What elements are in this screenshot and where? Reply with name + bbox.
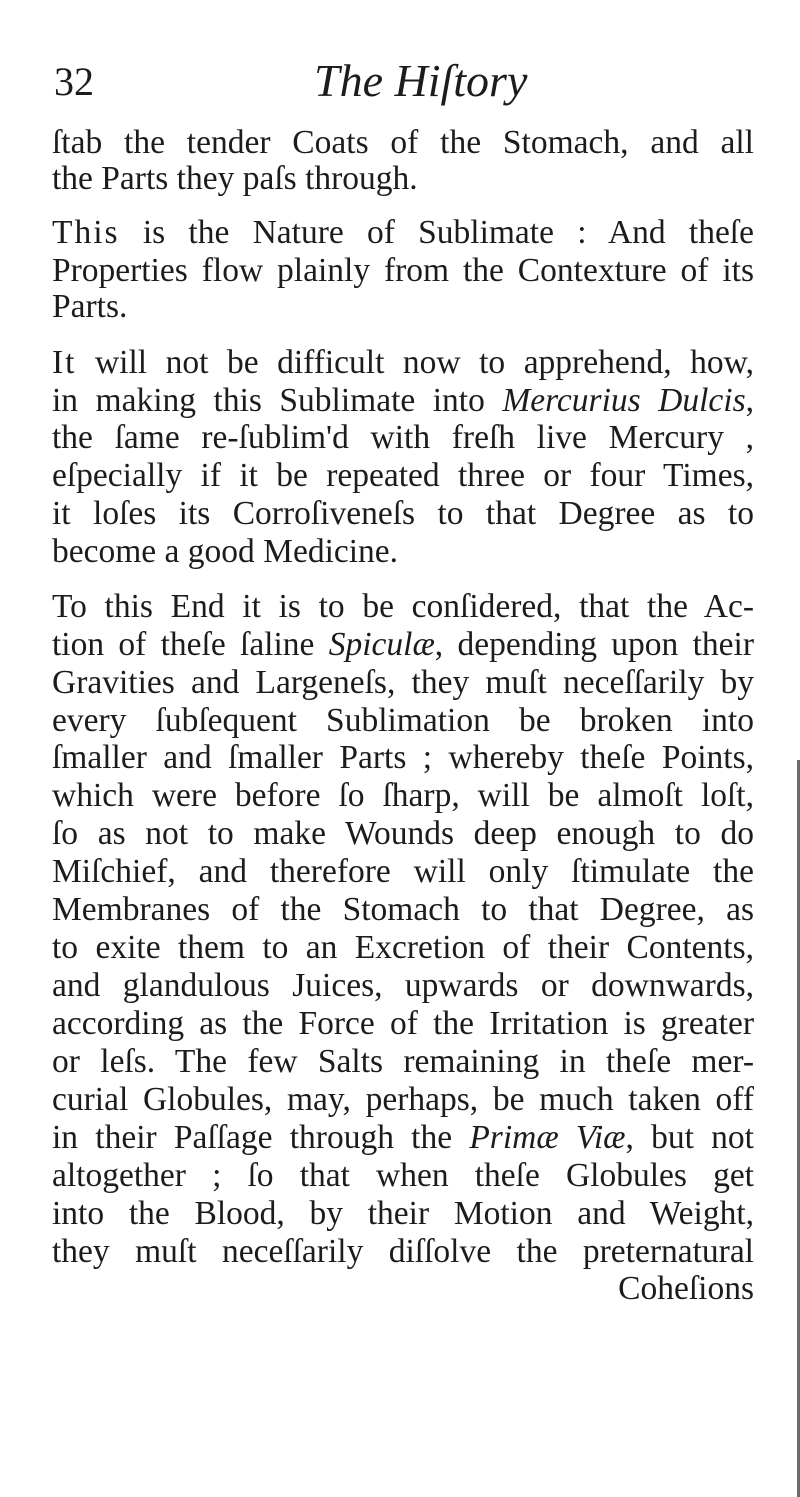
text-line: Miſchief, and therefore will only ſtimulate the xyxy=(52,853,754,890)
text-line: ſo as not to make Wounds deep enough to do xyxy=(52,815,754,852)
text-line: Parts. xyxy=(52,288,128,325)
text-line: they muſt neceſſarily diſſolve the preternatural xyxy=(52,1233,754,1270)
page-header xyxy=(52,55,752,118)
text-line: become a good Medicine. xyxy=(52,533,399,570)
italic-term: Primæ Viæ xyxy=(469,1119,626,1156)
running-head: The Hiſtory xyxy=(314,55,528,106)
text-line: To this End it is to be conſidered, that the Ac- xyxy=(52,588,754,625)
text-line: into the Blood, by their Motion and Weight, xyxy=(52,1195,754,1232)
text-line: Properties flow plainly from the Contexture of its xyxy=(52,252,754,289)
text-line: and glandulous Juices, upwards or downwards, xyxy=(52,967,754,1004)
text-line: eſpecially if it be repeated three or four Times, xyxy=(52,457,754,494)
text-line: Gravities and Largeneſs, they muſt neceſſarily by xyxy=(52,664,754,701)
text-line: which were before ſo ſharp, will be almoſt loſt, xyxy=(52,777,754,814)
text-line: ſmaller and ſmaller Parts ; whereby theſe Points, xyxy=(52,739,754,776)
paragraph-lead-word: It xyxy=(52,344,77,381)
catchword: Coheſions xyxy=(618,1270,754,1307)
text-line: altogether ; ſo that when theſe Globules get xyxy=(52,1157,754,1194)
text-line: It will not be difficult now to apprehend, how, xyxy=(52,344,754,381)
text-line: according as the Force of the Irritation is greater xyxy=(52,1005,754,1042)
text-line: tion of theſe ſaline Spiculæ, depending upon their xyxy=(52,626,754,663)
text-line: Membranes of the Stomach to that Degree, as xyxy=(52,891,754,928)
text-line: to exite them to an Excretion of their Contents, xyxy=(52,929,754,966)
text-line: in making this Sublimate into Mercurius Dulcis, xyxy=(52,382,754,419)
italic-term: Mercurius Dulcis xyxy=(502,382,746,419)
text-line: This is the Nature of Sublimate : And theſe xyxy=(52,214,754,251)
text-line: ſtab the tender Coats of the Stomach, and all xyxy=(52,124,754,161)
paragraph-lead-word: This xyxy=(52,214,120,251)
italic-term: Spiculæ xyxy=(328,626,435,663)
text-line: or leſs. The few Salts remaining in theſe mer- xyxy=(52,1043,754,1080)
page-number: 32 xyxy=(54,59,94,104)
text-line: it loſes its Corroſiveneſs to that Degree as to xyxy=(52,495,754,532)
text-line: every ſubſequent Sublimation be broken into xyxy=(52,702,754,739)
text-line: in their Paſſage through the Primæ Viæ, but not xyxy=(52,1119,754,1156)
text-line: curial Globules, may, perhaps, be much taken off xyxy=(52,1081,754,1118)
text-line: the Parts they paſs through. xyxy=(52,160,418,197)
text-line: the ſame re-ſublim'd with freſh live Mercury , xyxy=(52,419,754,456)
